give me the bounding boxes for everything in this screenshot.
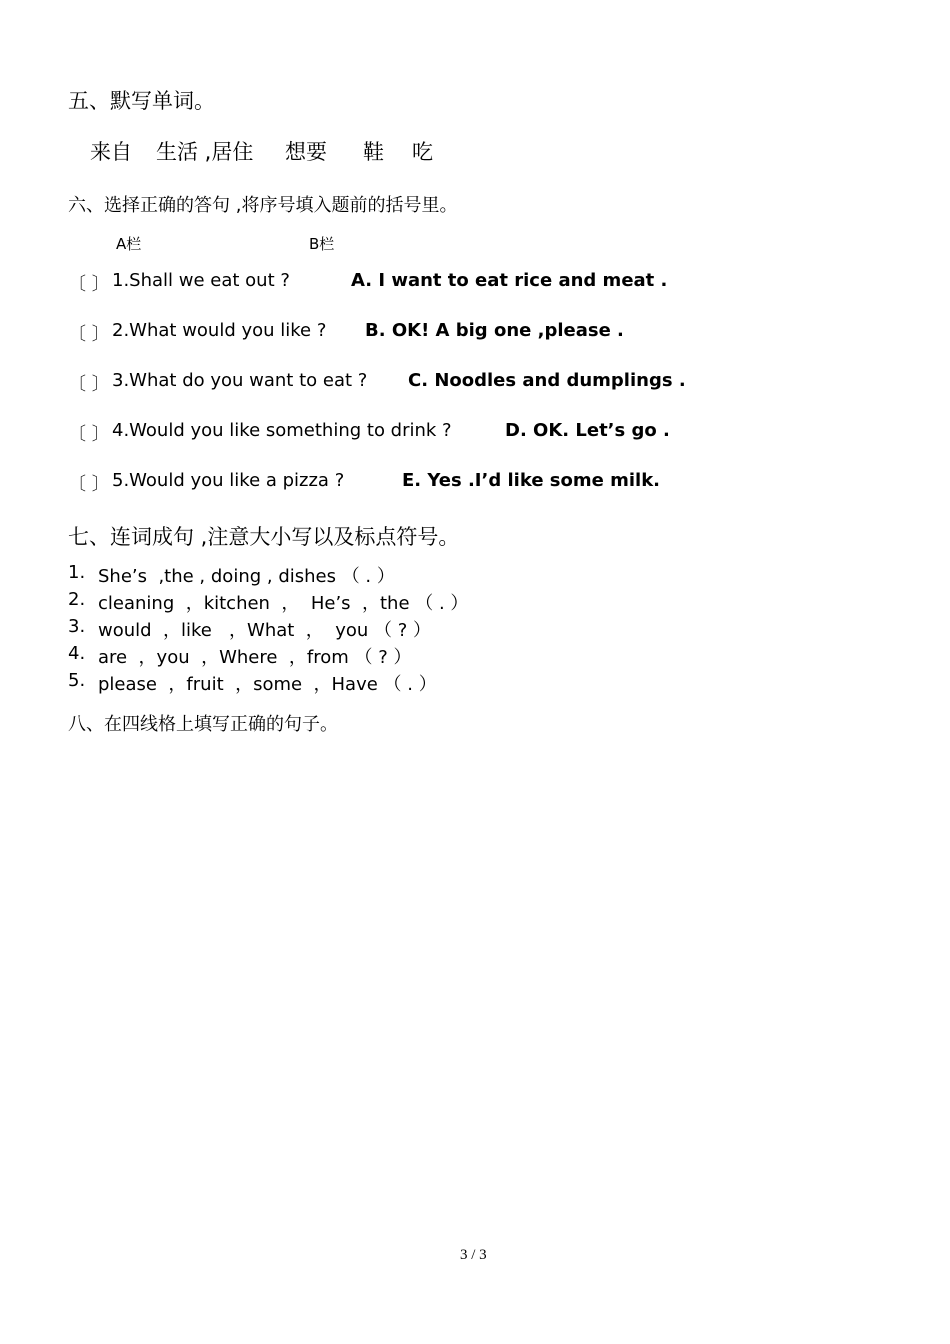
answer-bracket[interactable]: 〔 〕	[68, 474, 110, 495]
answer-bracket[interactable]: 〔 〕	[68, 324, 110, 345]
word-eat: 吃	[412, 140, 433, 164]
column-a-label: A栏	[116, 235, 142, 253]
section6-heading: 六、选择正确的答句 ,将序号填入题前的括号里。	[68, 195, 458, 216]
answer-option: E. Yes .I’d like some milk.	[402, 470, 661, 491]
section8-heading: 八、在四线格上填写正确的句子。	[68, 714, 338, 735]
word-live: 生活 ,居住	[156, 140, 254, 164]
item-number: 5.	[68, 670, 86, 691]
answer-bracket[interactable]: 〔 〕	[68, 374, 110, 395]
section7-heading: 七、连词成句 ,注意大小写以及标点符号。	[68, 525, 460, 549]
word-want: 想要	[285, 140, 327, 164]
scrambled-words: are ，you ，Where ，from （ ? ）	[98, 647, 412, 668]
question-text: 3.What do you want to eat ?	[112, 370, 368, 391]
answer-option: A. I want to eat rice and meat .	[351, 270, 668, 291]
item-number: 4.	[68, 643, 86, 664]
item-number: 2.	[68, 589, 86, 610]
column-b-label: B栏	[309, 235, 335, 253]
section5-heading: 五、默写单词。	[68, 89, 215, 113]
scrambled-words: would ，like ，What ， you （ ? ）	[98, 620, 432, 641]
scrambled-words: cleaning ，kitchen ， He’s ，the （ . ）	[98, 593, 469, 614]
question-text: 5.Would you like a pizza ?	[112, 470, 345, 491]
answer-bracket[interactable]: 〔 〕	[68, 424, 110, 445]
scrambled-words: please ，fruit ，some ，Have （ . ）	[98, 674, 437, 695]
question-text: 4.Would you like something to drink ?	[112, 420, 452, 441]
question-text: 2.What would you like ?	[112, 320, 327, 341]
question-text: 1.Shall we eat out ?	[112, 270, 290, 291]
page-number: 3 / 3	[460, 1247, 487, 1263]
answer-option: B. OK! A big one ,please .	[365, 320, 624, 341]
item-number: 1.	[68, 562, 86, 583]
word-shoes: 鞋	[363, 140, 384, 164]
answer-bracket[interactable]: 〔 〕	[68, 274, 110, 295]
item-number: 3.	[68, 616, 86, 637]
answer-option: D. OK. Let’s go .	[505, 420, 670, 441]
answer-option: C. Noodles and dumplings .	[408, 370, 686, 391]
scrambled-words: She’s ,the , doing , dishes （ . ）	[98, 566, 395, 587]
word-from: 来自	[90, 140, 132, 164]
